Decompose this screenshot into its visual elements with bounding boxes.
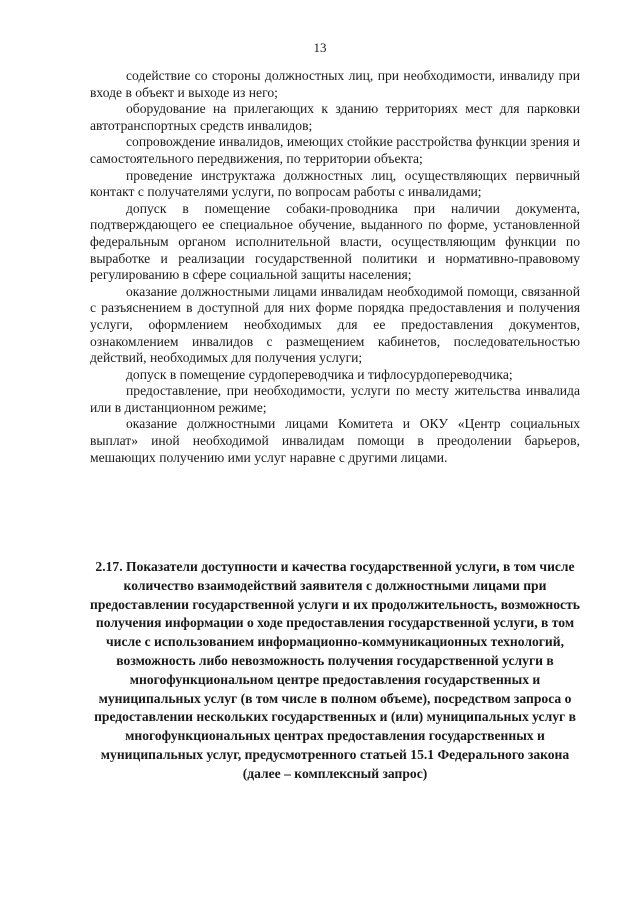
paragraph: сопровождение инвалидов, имеющих стойкие расстройства функции зрения и самостоятельного передвижения, по территории объекта; (90, 134, 580, 166)
page-number: 13 (313, 40, 327, 55)
paragraph: оказание должностными лицами Комитета и ОКУ «Центр социальных выплат» иной необходимой инвалидам помощи в преодолении барьеров, мешающих получению ими услуг наравне с другими лицами. (90, 416, 580, 465)
body-text (90, 68, 580, 466)
paragraph: содействие со стороны должностных лиц, при необходимости, инвалиду при входе в объект и выходе из него; (90, 68, 580, 100)
section-heading: 2.17. Показатели доступности и качества государственной услуги, в том числе количество взаимодействий заявителя с должностными лицами при предоставлении государственной услуги и их продолжительность, возможность получения информации о ходе предоставления государственной услуги, в том числе с использованием информационно-коммуникационных технологий, возможность либо невозможность получения государственной услуги в многофункциональном центре предоставления государственных и муниципальных услуг (в том числе в полном объеме), посредством запроса о предоставлении нескольких государственных и (или) муниципальных услуг в многофункциональных центрах предоставления государственных и муниципальных услуг, предусмотренного статьей 15.1 Федерального закона (далее – комплексный запрос) (90, 559, 580, 781)
paragraph: предоставление, при необходимости, услуги по месту жительства инвалида или в дистанционном режиме; (90, 383, 580, 415)
paragraph: допуск в помещение сурдопереводчика и тифлосурдопереводчика; (126, 366, 513, 382)
paragraph: допуск в помещение собаки-проводника при наличии документа, подтверждающего ее специальное обучение, выданного по форме, установленной федеральным органом исполнительной власти, осуществляющим функции по выработке и реализации государственной политики и нормативно-правовому регулированию в сфере социальной защиты населения; (90, 200, 580, 283)
paragraph: оборудование на прилегающих к зданию территориях мест для парковки автотранспортных средств инвалидов; (90, 101, 580, 133)
paragraph: проведение инструктажа должностных лиц, осуществляющих первичный контакт с получателями услуги, по вопросам работы с инвалидами; (90, 167, 580, 200)
paragraph: оказание должностными лицами инвалидам необходимой помощи, связанной с разъяснением в доступной для них форме порядка предоставления и получения услуги, оформлением необходимых для ее предоставления документов, ознакомлением инвалидов с размещением кабинетов, последовательностью действий, необходимых для получения услуги; (90, 283, 580, 366)
